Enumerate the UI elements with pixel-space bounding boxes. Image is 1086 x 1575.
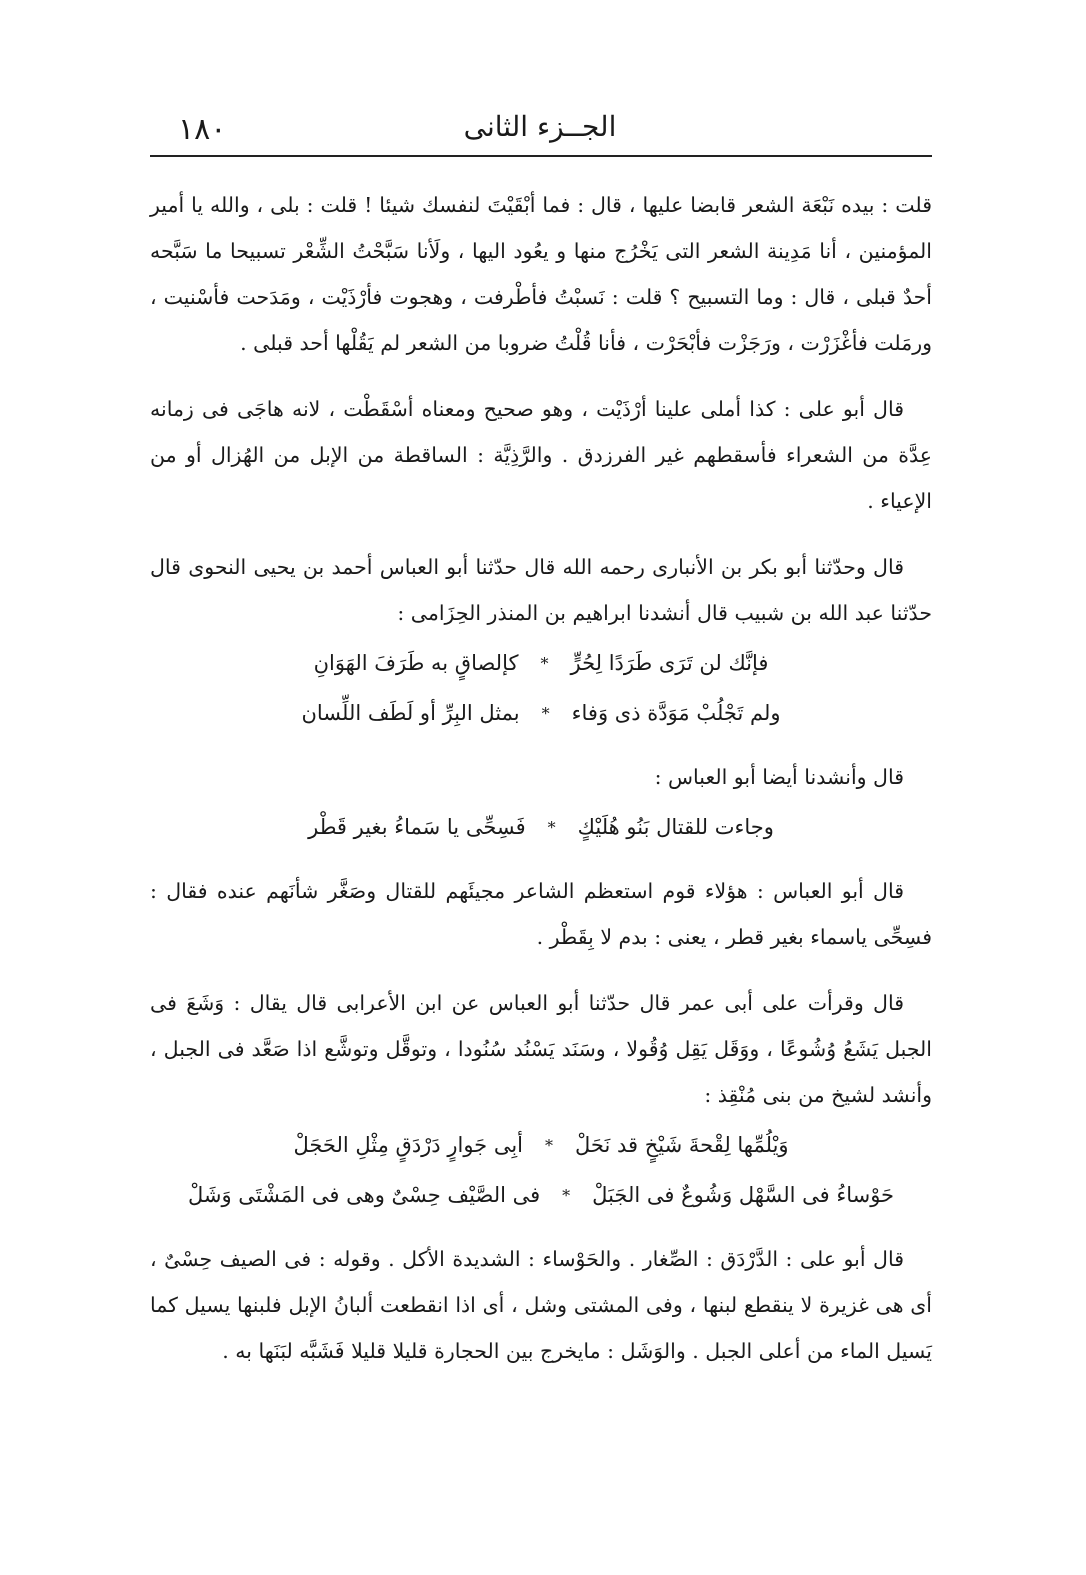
paragraph: قال وحدّثنا أبو بكر بن الأنبارى رحمه الله قال حدّثنا أبو العباس أحمد بن يحيى النحوى قال حدّثنا عبد الله بن شبيب قال أنشدنا ابراهيم بن المنذر الحِزَامى : xyxy=(150,555,932,625)
verse-hemistich: فَسِحِّى يا سَماءُ بغير قَطْر xyxy=(308,815,526,839)
page-number: ١٨٠ xyxy=(178,112,227,147)
verse-hemistich: وجاءت للقتال بَنُو هُلَيْكٍ xyxy=(577,815,774,839)
verse-separator: * xyxy=(562,1185,571,1205)
verse-hemistich: وَيْلُمِّها لِقْحةَ شَيْخٍ قد نَحَلْ xyxy=(575,1133,789,1157)
verse-block xyxy=(150,802,932,852)
verse-separator: * xyxy=(540,653,549,673)
verse-block xyxy=(150,1120,932,1220)
paragraph: قلت : بيده نَبْعَة الشعر قابضا عليها ، قال : فما أبْقَيْتَ لنفسك شيئا ! قلت : بلى ، والله يا أمير المؤمنين ، أنا مَدِينة الشعر التى يَخْرُج منها و يعُود اليها ، ولَأنا سَبَّحْتُ الشِّعْر تسبيحا ما سَبَّحه أحدٌ قبلى ، قال : وما التسبيح ؟ قلت : نَسبْتُ فأطْرفت ، وهجوت فأرْذَيْت ، ومَدَحت فأسْنيت ، ورمَلت فأغْزَرْت ، ورَجَزْت فأبْحَرْت ، فأنا قُلْتُ ضروبا من الشعر لم يَقُلْها أحد قبلى . xyxy=(150,193,932,355)
verse-separator: * xyxy=(545,1135,554,1155)
verse-hemistich: كإلصاقٍ به طَرَفَ الهَوَانِ xyxy=(313,651,519,675)
verse-line xyxy=(150,802,932,852)
verse-line xyxy=(150,1170,932,1220)
verse-hemistich: ولم تَجْلُبْ مَوَدَّة ذى وَفاء xyxy=(571,701,781,725)
verse-line xyxy=(150,638,932,688)
verse-hemistich: بمثل البِرِّ أو لَطَف اللِّسان xyxy=(301,701,520,725)
running-head: الجــزء الثانى xyxy=(463,110,617,143)
verse-hemistich: أبِى جَوارٍ دَرْدَقٍ مِثْلِ الحَجَلْ xyxy=(293,1133,524,1157)
verse-hemistich: حَوْساءُ فى السَّهْل وَشُوعٌ فى الجَبَلْ xyxy=(592,1183,895,1207)
verse-separator: * xyxy=(547,817,556,837)
verse-hemistich: فإنَّك لن تَرَى طَرَدًا لِحُرٍّ xyxy=(570,651,769,675)
paragraph: قال وقرأت على أبى عمر قال حدّثنا أبو العباس عن ابن الأعرابى قال يقال : وَشَعَ فى الجبل يَشَعُ وُشُوعًا ، ووَقَل يَقِل وُقُولا ، وسَنَد يَسْنُد سُنُودا ، وتوقَّل وتوشَّع اذا صَعَّد فى الجبل ، وأنشد لشيخ من بنى مُنْقِذ : xyxy=(150,991,932,1107)
header-rule xyxy=(150,155,932,157)
verse-block xyxy=(150,638,932,738)
verse-line xyxy=(150,688,932,738)
body-text xyxy=(150,182,932,1394)
verse-separator: * xyxy=(541,703,550,723)
paragraph: قال أبو على : كذا أملى علينا أرْذَيْت ، وهو صحيح ومعناه أسْقَطْت ، لانه هاجَى فى زمانه عِدَّة من الشعراء فأسقطهم غير الفرزدق . والرَّذِيَّة : الساقطة من الإبل من الهُزال أو من الإعياء . xyxy=(150,397,932,513)
verse-hemistich: فى الصَّيْف حِسْىٌ وهى فى المَشْتَى وَشَلْ xyxy=(187,1183,541,1207)
verse-line xyxy=(150,1120,932,1170)
paragraph: قال أبو على : الدَّرْدَق : الصِّغار . والحَوْساء : الشديدة الأكل . وقوله : فى الصيف حِسْىٌ ، أى هى غزيرة لا ينقطع لبنها ، وفى المشتى وشل ، أى اذا انقطعت ألبانُ الإبل فلبنها يسيل كما يَسيل الماء من أعلى الجبل . والوَشَل : مايخرج بين الحجارة قليلا قليلا فَشَبَّه لبَنَها به . xyxy=(150,1247,932,1363)
paragraph: قال وأنشدنا أيضا أبو العباس : xyxy=(654,765,904,789)
paragraph: قال أبو العباس : هؤلاء قوم استعظم الشاعر مجيئَهم للقتال وصَغَّر شأنَهم عنده فقال : فسِحِّى ياسماء بغير قطر ، يعنى : بدم لا بِقَطْر . xyxy=(150,879,932,949)
